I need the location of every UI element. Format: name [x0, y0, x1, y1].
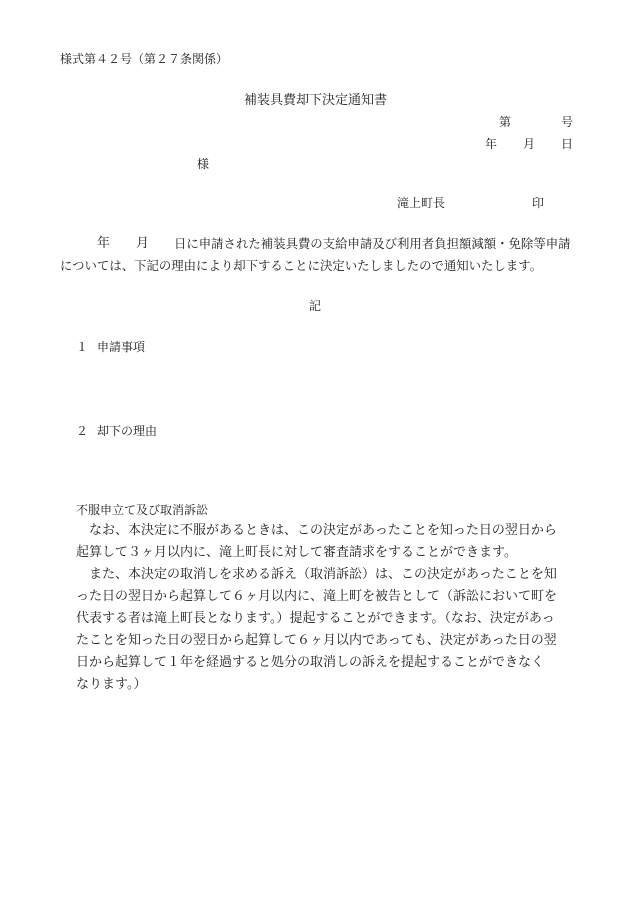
appeal-line: 日から起算して１年を経過すると処分の取消しの訴えを提起することができなく — [76, 655, 545, 670]
item-1-label: 申請事項 — [97, 340, 146, 354]
doc-number-suffix: 号 — [561, 115, 574, 129]
date-day: 日 — [561, 137, 574, 151]
intro-line-1: 日に申請された補装具費の支給申請及び利用者負担額減額・免除等申請 — [174, 236, 571, 251]
appeal-line: なお、本決定に不服があるときは、この決定があったことを知った日の翌日から — [76, 523, 557, 538]
seal-mark: 印 — [532, 196, 545, 210]
intro-month: 月 — [136, 236, 150, 251]
appeal-line: たことを知った日の翌日から起算して６ヶ月以内であっても、決定があった日の翌 — [76, 633, 557, 648]
appeal-line: また、本決定の取消しを求める訴え（取消訴訟）は、この決定があったことを知 — [76, 567, 557, 582]
appeal-heading: 不服申立て及び取消訴訟 — [76, 503, 209, 517]
ki-heading: 記 — [309, 299, 322, 313]
date-year: 年 — [485, 137, 498, 151]
appeal-line: 代表する者は滝上町長となります。）提起することができます。（なお、決定があっ — [76, 611, 555, 626]
sender-name: 滝上町長 — [397, 196, 446, 210]
item-2-number: ２ — [76, 424, 89, 438]
item-1-number: １ — [76, 340, 89, 354]
form-label: 様式第４２号（第２７条関係） — [60, 52, 229, 66]
intro-year: 年 — [97, 236, 111, 251]
intro-line-2: については、下記の理由により却下することに決定いたしましたので通知いたします。 — [60, 258, 542, 273]
date-month: 月 — [523, 137, 536, 151]
document-title: 補装具費却下決定通知書 — [244, 93, 388, 108]
appeal-line: なります。） — [76, 677, 147, 692]
appeal-line: 起算して３ヶ月以内に、滝上町長に対して審査請求をすることができます。 — [76, 545, 517, 560]
item-2-label: 却下の理由 — [97, 424, 158, 438]
doc-number-prefix: 第 — [499, 115, 512, 129]
appeal-line: った日の翌日から起算して６ヶ月以内に、滝上町を被告として（訴訟において町を — [76, 589, 558, 604]
addressee-honorific: 様 — [197, 157, 210, 171]
